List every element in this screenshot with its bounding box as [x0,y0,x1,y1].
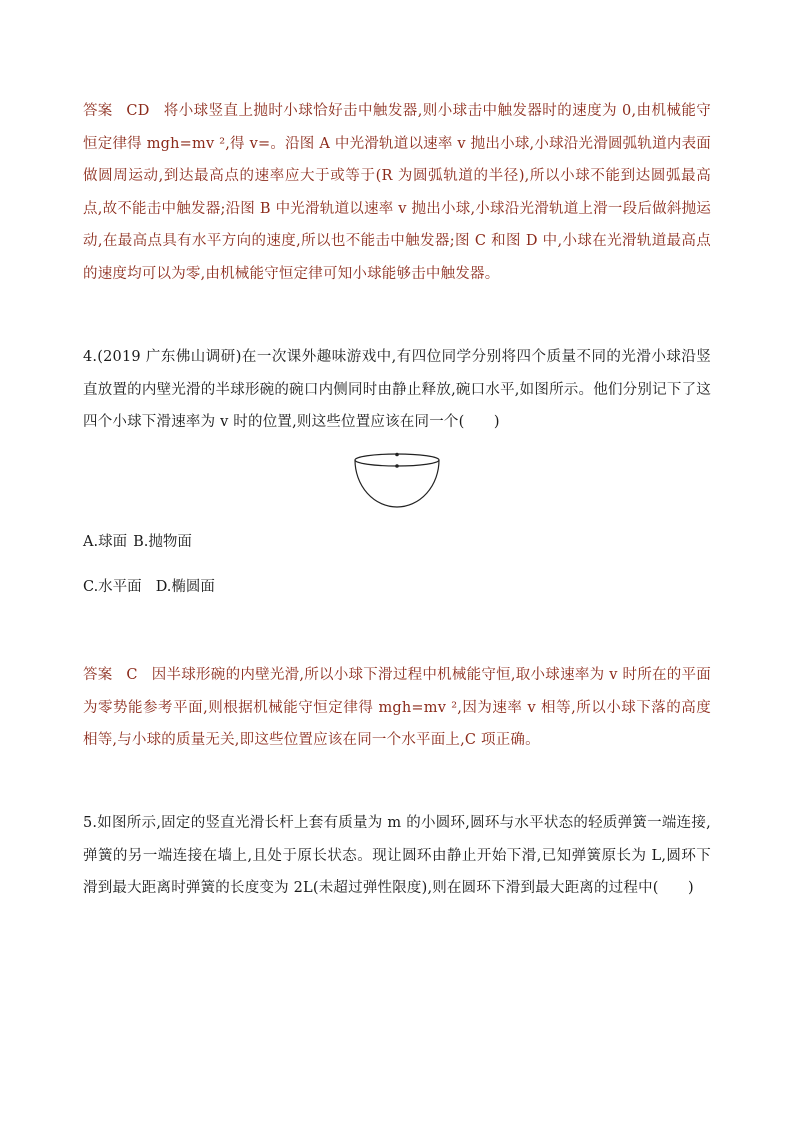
ball-marker [395,453,399,457]
answer-3-paragraph [83,95,711,290]
answer-key: CD [126,103,150,119]
ball-marker [395,464,399,468]
question-text: 5.如图所示,固定的竖直光滑长杆上套有质量为 m 的小圆环,圆环与水平状态的轻质弹簧一端连接,弹簧的另一端连接在墙上,且处于原长状态。现让圆环由静止开始下滑,已知弹簧原长为 L,圆环下滑到最大距离时弹簧的长度变为 2L(未超过弹性限度),则在圆环下滑到最大距离的过程中( ) [83,815,711,896]
option-c: C.水平面 [83,579,142,595]
question-text: 4.(2019 广东佛山调研)在一次课外趣味游戏中,有四位同学分别将四个质量不同的光滑小球沿竖直放置的内壁光滑的半球形碗的碗口内侧同时由静止释放,碗口水平,如图所示。他们分别记下了这四个小球下滑速率为 v 时的位置,则这些位置应该在同一个( ) [83,349,711,430]
answer-4-paragraph [83,659,711,757]
option-d: D.椭圆面 [155,579,215,595]
hemispherical-bowl-figure [352,452,442,512]
answer-explanation: 将小球竖直上抛时小球恰好击中触发器,则小球击中触发器时的速度为 0,由机械能守恒定律得 mgh=mv ²,得 v=。沿图 A 中光滑轨道以速率 v 抛出小球,小球沿光滑圆弧轨道内表面做圆周运动,到达最高点的速率应大于或等于(R 为圆弧轨道的半径),所以小球不能到达圆弧最高点,故不能击中触发器;沿图 B 中光滑轨道以速率 v 抛出小球,小球沿光滑轨道上滑一段后做斜抛运动,在最高点具有水平方向的速度,所以也不能击中触发器;图 C 和图 D 中,小球在光滑轨道最高点的速度均可以为零,由机械能守恒定律可知小球能够击中触发器。 [83,103,711,282]
question-5-stem [83,807,711,905]
option-b: B.抛物面 [133,534,192,550]
answer-label: 答案 [83,667,113,683]
answer-label: 答案 [83,103,113,119]
question-4-stem [83,341,711,439]
options-row-2 [83,575,215,596]
answer-key: C [126,667,138,683]
options-row-1 [83,530,192,551]
answer-explanation: 因半球形碗的内壁光滑,所以小球下滑过程中机械能守恒,取小球速率为 v 时所在的平面为零势能参考平面,则根据机械能守恒定律得 mgh=mv ²,因为速率 v 相等,所以小球下落的高度相等,与小球的质量无关,即这些位置应该在同一个水平面上,C 项正确。 [83,667,711,748]
option-a: A.球面 [83,534,128,550]
